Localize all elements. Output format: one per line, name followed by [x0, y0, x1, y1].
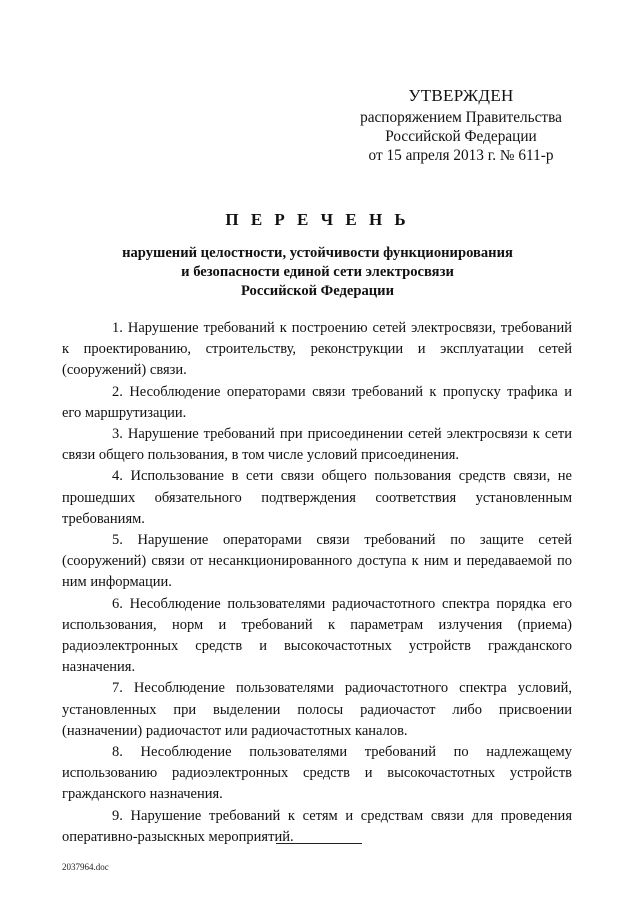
list-item: 6. Несоблюдение пользователями радиочастотного спектра порядка его использования, норм и требований к параметрам излучения (приема) радиоэлектронных средств и высокочастотных устройств гражданского назначения. [62, 595, 572, 676]
document-subtitle-line-2: и безопасности единой сети электросвязи [181, 264, 454, 280]
list-item: 9. Нарушение требований к сетям и средствам связи для проведения оперативно-разыскных мероприятий. [62, 807, 572, 845]
items-list [62, 318, 572, 848]
document-title: П Е Р Е Ч Е Н Ь [225, 210, 410, 229]
list-item: 7. Несоблюдение пользователями радиочастотного спектра условий, установленных при выделении полосы радиочастот либо присвоении (назначении) радиочастот или радиочастотных каналов. [62, 680, 572, 739]
approval-country: Российской Федерации [385, 128, 537, 145]
list-item: 4. Использование в сети связи общего пользования средств связи, не прошедших обязательного подтверждения соответствия установленным требованиям. [62, 468, 572, 527]
approval-date-number: от 15 апреля 2013 г. № 611-р [368, 147, 554, 164]
list-item: 1. Нарушение требований к построению сетей электросвязи, требований к проектированию, строительству, реконструкции и эксплуатации сетей (сооружений) связи. [62, 320, 572, 379]
list-item: 3. Нарушение требований при присоединении сетей электросвязи к сети связи общего пользования, в том числе условий присоединения. [62, 426, 572, 464]
document-heading [60, 210, 575, 301]
footer-filename: 2037964.doc [62, 862, 109, 872]
list-item: 8. Несоблюдение пользователями требований по надлежащему использованию радиоэлектронных средств и высокочастотных устройств гражданского назначения. [62, 744, 572, 803]
list-item: 5. Нарушение операторами связи требований по защите сетей (сооружений) связи от несанкционированного доступа к ним и передаваемой по ним информации. [62, 532, 572, 591]
approval-authority: распоряжением Правительства [360, 109, 562, 126]
list-item: 2. Несоблюдение операторами связи требований к пропуску трафика и его маршрутизации. [62, 383, 572, 421]
document-subtitle-line-1: нарушений целостности, устойчивости функционирования [122, 245, 513, 261]
closing-rule [276, 843, 362, 844]
approval-block [346, 86, 576, 165]
approval-stamp: УТВЕРЖДЕН [408, 86, 514, 105]
document-subtitle-line-3: Российской Федерации [241, 283, 394, 299]
